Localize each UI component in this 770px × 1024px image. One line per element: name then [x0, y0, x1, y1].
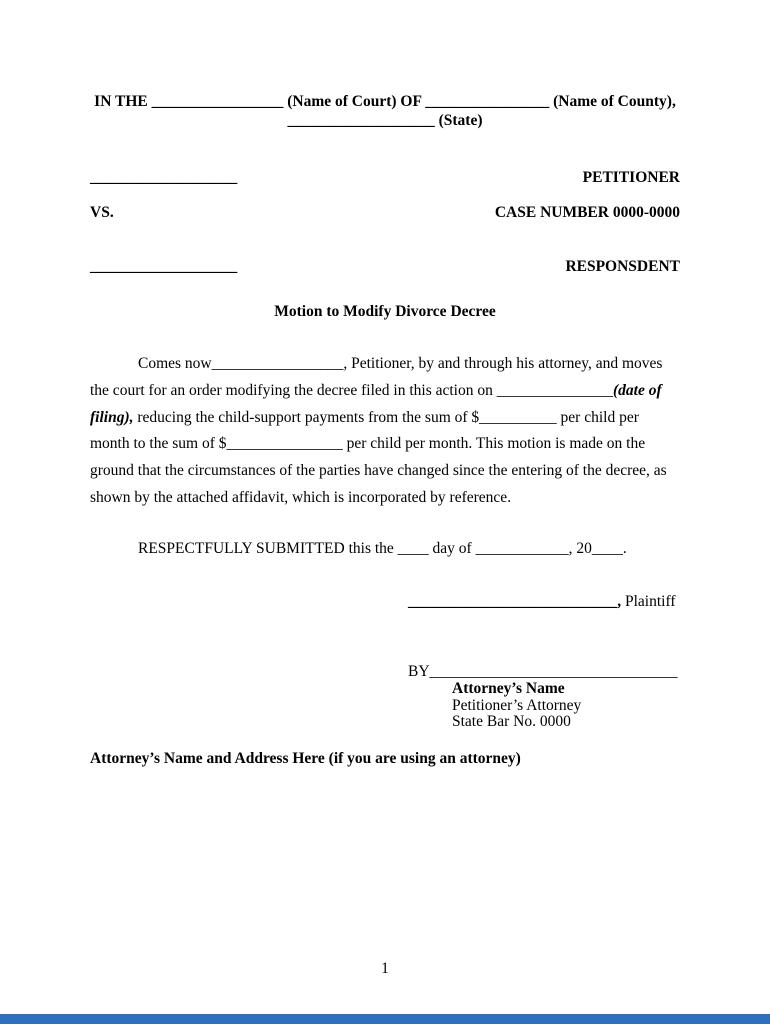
- respondent-row: [90, 257, 680, 276]
- vs-row: [90, 203, 680, 222]
- body-text: reducing the child-support payments from the sum of $: [133, 408, 480, 426]
- by-signature-blank: ________________________________: [429, 663, 678, 681]
- by-signature-line: [408, 663, 680, 681]
- respondent-name-blank: ___________________: [90, 258, 238, 275]
- page-number: 1: [381, 960, 389, 977]
- respondent-label: RESPONSDENT: [565, 258, 680, 275]
- body-text: per child per month. This motion is made on the ground that the circumstances of the parties have changed since the entering of the decree, as shown by the attached affidavit, which is incorporated by reference.: [90, 435, 667, 506]
- petitioner-fill-blank: _________________: [211, 355, 344, 372]
- motion-body-paragraph: [90, 351, 680, 512]
- court-caption: [90, 92, 680, 130]
- petitioner-label: PETITIONER: [582, 169, 680, 186]
- petitioner-row: [90, 168, 680, 187]
- vs-label: VS.: [90, 204, 114, 221]
- court-caption-line1: [90, 92, 680, 111]
- caption-county-label: (Name of County),: [553, 93, 676, 110]
- attorney-state-bar: State Bar No. 0000: [452, 713, 571, 731]
- year-blank: ____: [591, 539, 623, 557]
- petitioner-name-blank: ___________________: [90, 169, 238, 186]
- submitted-text: , 20: [568, 539, 592, 557]
- county-name-blank: ________________: [425, 93, 550, 110]
- date-of-filing-note: (date of filing),: [90, 381, 662, 426]
- attorney-info-block: [452, 681, 680, 731]
- body-text: Comes now: [138, 355, 212, 372]
- by-label: BY: [408, 663, 430, 681]
- month-blank: ____________: [475, 539, 569, 557]
- court-name-blank: _________________: [151, 93, 284, 110]
- respectfully-submitted-line: [90, 536, 680, 563]
- body-text: , Petitioner, by and through his attorney, and moves the court for an order modifying the decree filed in this action on: [90, 355, 663, 399]
- state-name-blank: ___________________: [287, 112, 435, 129]
- court-caption-line2: [90, 111, 680, 130]
- new-amount-blank: _______________: [226, 435, 343, 453]
- submitted-text: .: [622, 539, 627, 557]
- caption-in-the: IN THE: [94, 93, 148, 110]
- day-blank: ____: [397, 539, 429, 557]
- case-number: CASE NUMBER 0000-0000: [494, 204, 680, 221]
- document-title: Motion to Modify Divorce Decree: [274, 303, 496, 320]
- plaintiff-signature-blank: ___________________________,: [408, 592, 622, 610]
- caption-state-label: (State): [438, 112, 483, 129]
- filing-date-blank: _______________: [496, 381, 613, 399]
- attorney-title: Petitioner’s Attorney: [452, 696, 582, 714]
- submitted-text: day of: [428, 539, 476, 557]
- caption-court-label: (Name of Court) OF: [287, 93, 422, 110]
- footer-bar: [0, 1014, 770, 1024]
- plaintiff-signature-line: [408, 589, 680, 616]
- attorney-address-note: Attorney’s Name and Address Here (if you are using an attorney): [90, 749, 521, 767]
- plaintiff-signature-label: Plaintiff: [621, 592, 676, 610]
- submitted-text: RESPECTFULLY SUBMITTED this the: [138, 539, 398, 557]
- body-text: per child per month to the sum of $: [90, 408, 639, 453]
- attorney-name: Attorney’s Name: [452, 680, 565, 698]
- current-amount-blank: __________: [479, 408, 557, 426]
